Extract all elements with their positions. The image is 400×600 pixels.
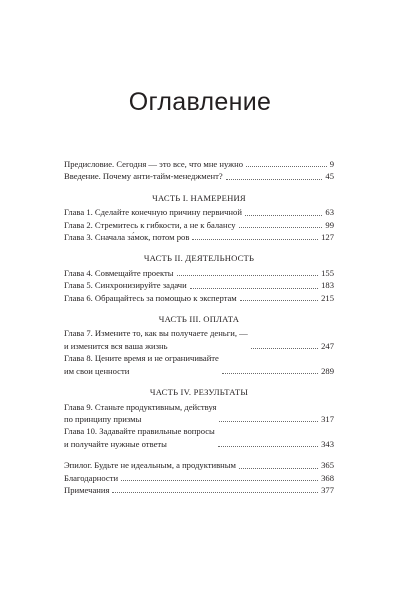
dot-leader [190, 288, 318, 289]
dot-leader [222, 373, 318, 374]
toc-entry [64, 206, 334, 218]
toc-entry [64, 401, 334, 426]
toc-entry-title-continuation: им свои ценности [64, 365, 130, 376]
toc-page-number: 368 [321, 472, 334, 483]
dot-leader [219, 421, 318, 422]
dot-leader [246, 166, 327, 167]
part-1-section [64, 192, 334, 244]
part-heading: ЧАСТЬ II. ДЕЯТЕЛЬНОСТЬ [143, 253, 255, 264]
toc-entry-title: Примечания [64, 484, 110, 495]
toc-entry [64, 484, 334, 496]
toc-entry-title: Введение. Почему анти-тайм-менеджмент? [64, 171, 223, 182]
toc-entry [64, 292, 334, 304]
toc-entry-title: Глава 2. Стремитесь к гибкости, а не к балансу [64, 219, 236, 230]
dot-leader [245, 215, 322, 216]
table-of-contents [64, 158, 334, 496]
part-heading: ЧАСТЬ IV. РЕЗУЛЬТАТЫ [149, 387, 249, 398]
dot-leader [192, 239, 318, 240]
back-matter-section [64, 459, 334, 496]
toc-entry-title: Глава 5. Синхронизируйте задачи [64, 280, 187, 291]
toc-entry [64, 472, 334, 484]
part-heading: ЧАСТЬ I. НАМЕРЕНИЯ [152, 192, 246, 203]
toc-entry-title-continuation: по принципу призмы [64, 413, 142, 424]
toc-entry [64, 459, 334, 471]
part-4-section [64, 386, 334, 450]
toc-page-number: 215 [321, 292, 334, 303]
part-2-section [64, 252, 334, 304]
toc-entry [64, 158, 334, 170]
toc-page-number: 289 [321, 365, 334, 376]
toc-entry-title: Глава 9. Станьте продуктивным, действуя [64, 401, 217, 412]
toc-entry [64, 279, 334, 291]
toc-entry [64, 327, 334, 352]
toc-page-number: 45 [325, 171, 334, 182]
toc-page-number: 247 [321, 340, 334, 351]
dot-leader [240, 300, 318, 301]
toc-entry-title: Эпилог. Будьте не идеальным, а продуктивным [64, 460, 236, 471]
toc-entry [64, 219, 334, 231]
toc-entry-title: Глава 10. Задавайте правильные вопросы [64, 426, 215, 437]
part-3-section [64, 313, 334, 377]
toc-page-number: 183 [321, 280, 334, 291]
section-spacer [64, 450, 334, 459]
toc-page-number: 155 [321, 267, 334, 278]
toc-entry [64, 267, 334, 279]
toc-entry-title: Глава 8. Цените время и не ограничивайте [64, 353, 219, 364]
dot-leader [239, 227, 323, 228]
toc-entry-title: Глава 3. Сначала за́мок, потом ров [64, 232, 190, 243]
toc-page-number: 127 [321, 232, 334, 243]
toc-entry-title: Глава 6. Обращайтесь за помощью к экспертам [64, 292, 237, 303]
dot-leader [112, 492, 318, 493]
dot-leader [121, 480, 318, 481]
dot-leader [177, 275, 319, 276]
toc-entry [64, 352, 334, 377]
toc-page-number: 9 [329, 159, 334, 169]
toc-entry-title: Глава 4. Совмещайте проекты [64, 267, 174, 278]
dot-leader [218, 446, 318, 447]
toc-entry [64, 231, 334, 243]
toc-page-number: 343 [321, 438, 334, 449]
toc-entry [64, 425, 334, 450]
toc-entry-title: Глава 1. Сделайте конечную причину первичной [64, 207, 242, 218]
toc-entry-title: Благодарности [64, 472, 119, 483]
front-matter-section [64, 158, 334, 183]
dot-leader [226, 179, 323, 180]
toc-entry-title-continuation: и изменится вся ваша жизнь [64, 340, 168, 351]
toc-page-number: 99 [325, 219, 334, 230]
toc-page-number: 365 [321, 460, 334, 471]
toc-page-number: 317 [321, 413, 334, 424]
toc-page-number: 377 [321, 484, 334, 495]
toc-entry-title: Глава 7. Измените то, как вы получаете деньги, — [64, 328, 248, 339]
part-heading: ЧАСТЬ III. ОПЛАТА [158, 314, 240, 325]
page-title: Оглавление [128, 88, 272, 116]
toc-entry [64, 170, 334, 182]
toc-page-number: 63 [325, 207, 334, 218]
dot-leader [239, 468, 318, 469]
toc-entry-title-continuation: и получайте нужные ответы [64, 438, 167, 449]
dot-leader [251, 348, 318, 349]
toc-entry-title: Предисловие. Сегодня — это все, что мне нужно [64, 159, 244, 169]
